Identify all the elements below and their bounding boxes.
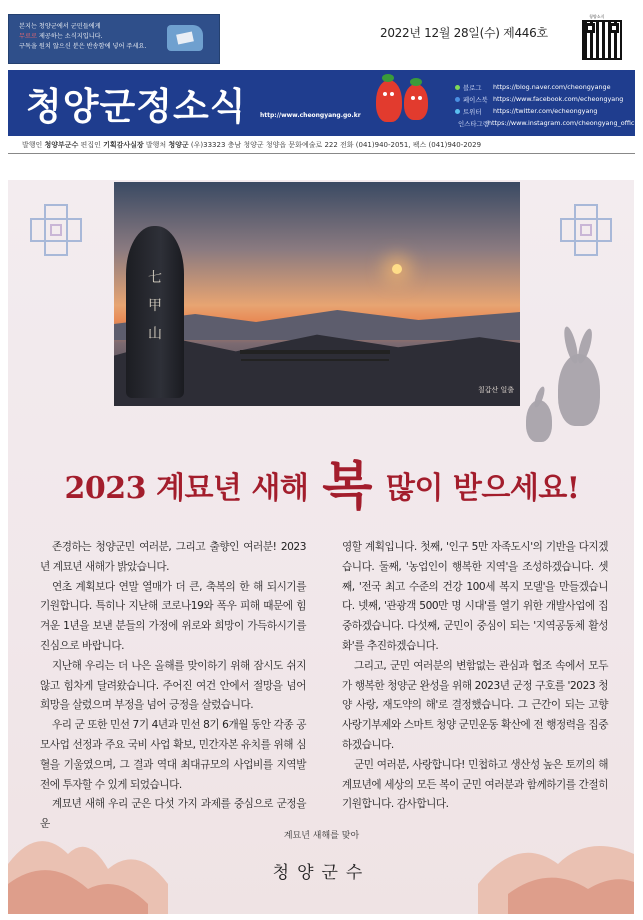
paragraph: 지난해 우리는 더 나은 올해를 맞이하기 위해 잠시도 쉬지 않고 힘차게 달려왔습니다. 주어진 여건 안에서 절망을 넘어 희망을 살렸으며 부정을 넘어 긍정을 살렸습니다. — [40, 659, 306, 712]
closing-signature: 청양군수 — [272, 863, 371, 883]
qr-code-icon[interactable] — [582, 20, 622, 60]
headline-text: 많이 받으세요! — [385, 471, 580, 506]
blog-icon — [455, 85, 460, 90]
observation-deck-rail — [240, 350, 390, 354]
social-label: 인스타그램 — [458, 119, 489, 128]
headline — [30, 444, 614, 519]
mailbox-icon — [167, 25, 203, 51]
publisher-name: 청양부군수 — [44, 141, 79, 149]
rabbit-icon — [558, 354, 600, 426]
social-link-blog[interactable] — [455, 81, 635, 93]
issue-date: 2022년 12월 28일(수) 제446호 — [380, 26, 548, 40]
social-link-instagram[interactable] — [455, 117, 642, 129]
knot-ornament-icon — [560, 204, 612, 256]
notice-line-2-rest: 제공하는 소식지입니다. — [36, 33, 103, 40]
rabbit-icon — [526, 400, 552, 442]
paragraph: 그리고, 군민 여러분의 변함없는 관심과 협조 속에서 모두가 행복한 청양군 완성을 위해 2023년 군정 구호를 '2023 청양 사랑, 재도약의 해'로 결정했습니다. 그 근간이 되는 고향사랑기부제와 스마트 청양 군민운동 확산에 전 행정력을 집중하겠습니다. — [342, 659, 608, 751]
photo-caption: 칠갑산 일출 — [478, 386, 515, 394]
headline-text: 2023 계묘년 새해 — [64, 471, 309, 506]
social-url: https://www.facebook.com/echeongyang — [493, 95, 624, 103]
publisher-text: 편집인 — [78, 141, 104, 149]
pepper-mascot-icon — [404, 84, 428, 120]
social-link-facebook[interactable] — [455, 93, 635, 105]
message-left-column — [40, 538, 306, 835]
masthead-banner — [8, 70, 642, 136]
social-label: 블로그 — [463, 83, 482, 92]
stone-char: 七 — [148, 270, 162, 286]
social-url: https://blog.naver.com/cheongyange — [493, 83, 611, 91]
social-url: https://www.instagram.com/cheongyang_official — [488, 119, 642, 127]
editor-name: 기획감사실장 — [103, 141, 144, 149]
publisher-text: 발행처 — [143, 141, 169, 149]
notice-free-text: 무료로 — [19, 33, 37, 40]
paragraph: 연초 계획보다 연말 열매가 더 큰, 축복의 한 해 되시기를 기원합니다. 특히나 지난해 코로나19와 폭우 피해 때문에 힘겨운 1년을 보낸 분들의 가정에 위로와 희망이 가득하시기를 진심으로 바랍니다. — [40, 580, 306, 652]
notice-line-3: 구독을 원치 않으신 분은 반송함에 넣어 주세요. — [19, 43, 147, 50]
knot-ornament-icon — [30, 204, 82, 256]
social-label: 트위터 — [463, 107, 482, 116]
publisher-text: 발행인 — [22, 141, 45, 149]
social-label: 페이스북 — [463, 95, 488, 104]
facebook-icon — [455, 97, 460, 102]
mountain-decoration — [8, 794, 634, 914]
qr-label: 청양소식 — [589, 14, 605, 19]
stone-char: 山 — [148, 326, 162, 342]
closing-greeting: 계묘년 새해를 맞아 — [283, 831, 360, 841]
headline-bok: 복 — [322, 456, 373, 517]
divider — [8, 153, 635, 154]
paragraph: 우리 군 또한 민선 7기 4년과 민선 8기 6개월 동안 각종 공모사업 선정과 주요 국비 사업 확보, 민간자본 유치를 위해 심혈을 기울였으며, 그 결과 역대 최대규모의 사업비를 지역발전에 투자할 수 있게 되었습니다. — [40, 719, 306, 791]
sun-icon — [392, 264, 402, 274]
sunrise-photo — [114, 182, 520, 406]
paragraph: 군민 여러분, 사랑합니다! 민첩하고 생산성 높은 토끼의 해 계묘년에 세상의 모든 복이 군민 여러분과 함께하기를 간절히 기원합니다. 감사합니다. — [342, 758, 608, 811]
paragraph: 영할 계획입니다. 첫째, '인구 5만 자족도시'의 기반을 다지겠습니다. 둘째, '농업인이 행복한 지역'을 조성하겠습니다. 셋째, '전국 최고 수준의 건강 100세 복지 모델'을 만들겠습니다. 넷째, '관광객 500만 명 시대'를 열기 위한 개발사업에 집중하겠습니다. 다섯째, 군민이 중심이 되는 '지역공동체 활성화'를 추진하겠습니다. — [342, 541, 608, 652]
social-url: https://twitter.com/echeongyang — [493, 107, 598, 115]
publisher-address: (우)33323 충남 청양군 청양읍 문화예술로 222 전화 (041)940-2051, 팩스 (041)940-2029 — [188, 141, 482, 149]
social-links — [455, 81, 642, 129]
notice-line-1: 본지는 청양군에서 군민들에게 — [19, 23, 101, 30]
message-right-column — [342, 538, 608, 815]
social-link-twitter[interactable] — [455, 105, 635, 117]
stone-char: 甲 — [148, 298, 162, 314]
paragraph: 존경하는 청양군민 여러분, 그리고 출향인 여러분! 2023년 계묘년 새해가 밝았습니다. — [40, 541, 306, 573]
paragraph: 계묘년 새해 우리 군은 다섯 가지 과제를 중심으로 군정을 운 — [40, 798, 306, 831]
summit-stone-text — [145, 264, 165, 348]
masthead-title: 청양군정소식 — [26, 85, 247, 128]
pepper-mascot-icon — [376, 80, 402, 122]
subscription-notice — [8, 14, 220, 64]
website-link[interactable]: http://www.cheongyang.go.kr — [260, 112, 361, 119]
issuer-name: 청양군 — [168, 141, 189, 149]
twitter-icon — [455, 109, 460, 114]
publisher-info — [22, 140, 481, 150]
